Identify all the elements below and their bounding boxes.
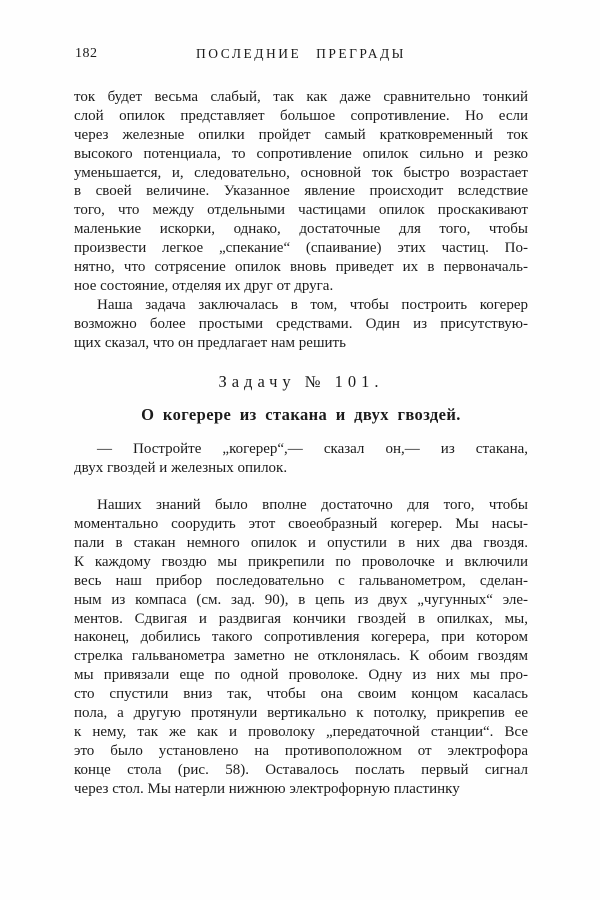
text-line: — Постройте „когерер“,— сказал он,— из стакана,	[97, 441, 528, 458]
text-line: щих сказал, что он предлагает нам решить	[74, 334, 346, 351]
text-line: Наших знаний было вполне достаточно для того, чтобы	[97, 497, 528, 514]
text-line: в своей величине. Указанное явление происходит вследствие	[74, 183, 528, 200]
running-head-title: ПОСЛЕДНИЕ ПРЕГРАДЫ	[196, 46, 406, 61]
text-line: сто спустили вниз так, чтобы она своим концом касалась	[74, 686, 528, 703]
text-line: стрелка гальванометра заметно не отклонялась. К обоим гвоздям	[74, 648, 528, 665]
page-header	[74, 45, 528, 62]
text-line: того, что между отдельными частицами опилок проскакивают	[74, 202, 528, 219]
text-line: к нему, так же как и проволоку „передаточной станции“. Все	[74, 723, 528, 740]
text-line: Наша задача заключалась в том, чтобы построить когерер	[97, 296, 528, 313]
text-line: произвести легкое „спекание“ (спаивание) этих частиц. По-	[74, 240, 528, 257]
paragraph-continuation	[74, 88, 528, 296]
text-line: ток будет весьма слабый, так как даже сравнительно тонкий	[74, 89, 528, 105]
text-line: мы привязали еще по одной проволоке. Одну из них мы про-	[74, 667, 528, 684]
paragraph-our-task	[74, 296, 528, 353]
text-line: ным из компаса (см. зад. 90), в цепь из двух „чугунных“ эле-	[74, 591, 528, 608]
page-number: 182	[75, 46, 98, 61]
text-line: наконец, добились такого сопротивления когерера, при котором	[74, 629, 528, 646]
dialogue-paragraph	[74, 440, 528, 478]
text-line: нятно, что сотрясение опилок вновь приведет их в первоначаль-	[74, 259, 528, 276]
text-line: конце стола (рис. 58). Оставалось послать первый сигнал	[74, 761, 528, 778]
text-line: моментально соорудить этот своеобразный когерер. Мы насы-	[74, 516, 528, 533]
text-line: уменьшается, и, следовательно, основной ток быстро возрастает	[74, 164, 528, 181]
text-line: возможно более простыми средствами. Один из присутствую-	[74, 315, 528, 332]
task-title-heading: О когерере из стакана и двух гвоздей.	[141, 405, 461, 425]
paragraph-solution	[74, 496, 528, 798]
text-line: ное состояние, отделяя их друг от друга.	[74, 277, 334, 294]
text-line: это было установлено на противоположном от электрофора	[74, 742, 528, 759]
text-line: двух гвоздей и железных опилок.	[74, 460, 288, 477]
text-column	[74, 45, 528, 799]
text-line: через стол. Мы натерли нижнюю электрофорную пластинку	[74, 780, 460, 797]
text-line: пола, а другую протянули вертикально к потолку, прикрепив ее	[74, 705, 528, 722]
text-line: весь наш прибор последовательно с гальванометром, сделан-	[74, 572, 528, 589]
text-line: маленькие искорки, однако, достаточные для того, чтобы	[74, 221, 528, 238]
text-line: К каждому гвоздю мы прикрепили по проволочке и включили	[74, 553, 528, 570]
text-line: через железные опилки пройдет самый кратковременный ток	[74, 126, 528, 143]
body-text	[74, 88, 528, 799]
text-line: слой опилок представляет большое сопротивление. Но если	[74, 107, 528, 124]
text-line: высокого потенциала, то сопротивление опилок сильно и резко	[74, 145, 528, 162]
text-line: ментов. Сдвигая и раздвигая кончики гвоздей в опилках, мы,	[74, 610, 528, 627]
text-line: пали в стакан немного опилок и опустили в них два гвоздя.	[74, 535, 528, 552]
task-number-heading: Задачу № 101.	[218, 372, 384, 392]
